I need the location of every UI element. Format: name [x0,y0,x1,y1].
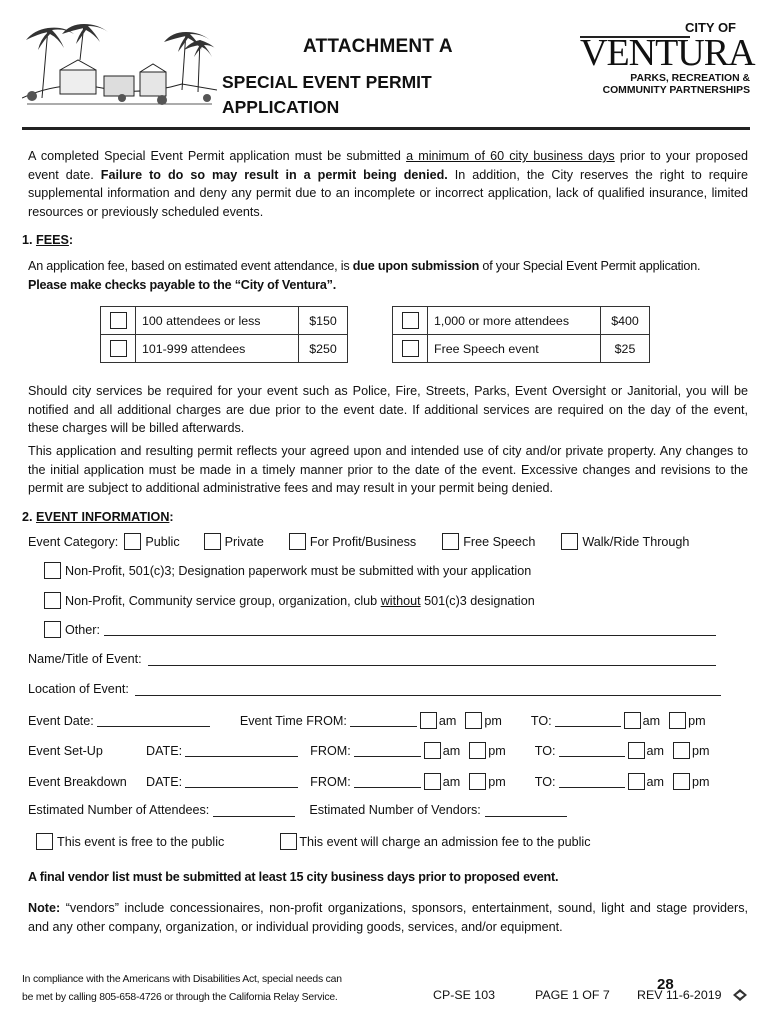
vendor-list-notice: A final vendor list must be submitted at least 15 city business days prior to proposed event. [28,870,559,884]
intro-text-a: A completed Special Event Permit application must be submitted [28,149,407,163]
vendors-note [28,899,748,936]
am-label: am [442,774,461,789]
nonprofit-community-text-a: Non-Profit, Community service group, organization, club [65,593,381,608]
setup-label: Event Set-Up [28,743,103,758]
other-label: Other: [65,622,100,637]
breakdown-from-input[interactable] [354,775,421,788]
fees-paragraph [28,257,748,295]
header-divider [22,127,750,130]
vendors-input[interactable] [485,804,567,817]
admission-fee-label: This event will charge an admission fee to the public [299,834,591,849]
fee-checkbox-cell [101,335,136,363]
nonprofit-community-label [65,594,535,608]
nonprofit-501-label: Non-Profit, 501(c)3; Designation paperwork must be submitted with your application [65,563,532,578]
ada-notice [22,971,362,1007]
fees-text-b: of your Special Event Permit application. [479,259,701,273]
intro-deadline: a minimum of 60 city business days [406,149,615,163]
intro-text-b: prior to your proposed event date. [28,149,748,182]
event-to-am-checkbox[interactable] [624,712,641,729]
fee-row [101,335,348,363]
fee-label: 100 attendees or less [136,307,299,335]
intro-text-c: In addition, the City reserves the right to require supplemental information and deny any permit due to an incomplete or incorrect application, lack of qualified insurance, limited resources or previously scheduled events. [28,167,748,219]
city-logo [580,20,755,100]
event-info-heading [22,510,174,524]
title-line-2: SPECIAL EVENT PERMIT [222,72,432,92]
other-row [44,621,716,638]
fee-checkbox[interactable] [402,340,419,357]
ada-line-1: In compliance with the Americans with Disabilities Act, special needs can [22,974,342,985]
page-title [222,70,522,120]
event-date-label: Event Date: [28,713,94,728]
note-label: Note: [28,901,61,915]
event-time-from-label: Event Time FROM: [239,713,347,728]
breakdown-to-input[interactable] [559,775,625,788]
category-walk-ride-label: Walk/Ride Through [582,534,690,549]
fee-amount: $400 [601,307,650,335]
pm-label: pm [692,774,710,789]
fees-checks-note: Please make checks payable to the “City of Ventura”. [28,278,337,292]
setup-from-am-checkbox[interactable] [424,742,441,759]
pm-label: pm [488,743,506,758]
category-free-speech-checkbox[interactable] [442,533,459,550]
breakdown-to-pm-checkbox[interactable] [673,773,690,790]
fees-text-a: An application fee, based on estimated event attendance, is [28,259,353,273]
event-category-row [28,533,689,550]
fee-table-left [100,306,348,363]
nonprofit-community-without: without [380,593,421,608]
category-profit-label: For Profit/Business [309,534,417,549]
am-label: am [642,713,661,728]
pm-label: pm [488,774,506,789]
fee-checkbox[interactable] [110,312,127,329]
setup-date-input[interactable] [185,744,298,757]
event-from-am-checkbox[interactable] [420,712,437,729]
fee-table-right [392,306,650,363]
fee-label: 101-999 attendees [136,335,299,363]
logo-dept-line-1: PARKS, RECREATION & [630,73,750,84]
page-number: PAGE 1 OF 7 [535,988,610,1002]
event-to-label: TO: [530,713,552,728]
setup-from-pm-checkbox[interactable] [469,742,486,759]
category-public-label: Public [145,534,180,549]
event-location-label: Location of Event: [28,682,129,696]
fee-checkbox[interactable] [402,312,419,329]
setup-date-label: DATE: [146,743,183,758]
category-free-speech-label: Free Speech [463,534,536,549]
setup-to-label: TO: [534,743,556,758]
am-label: am [442,743,461,758]
ada-line-2: be met by calling 805-658-4726 or through the California Relay Service. [22,992,338,1003]
fee-label: 1,000 or more attendees [428,307,601,335]
breakdown-date-label: DATE: [146,774,183,789]
event-from-pm-checkbox[interactable] [465,712,482,729]
am-label: am [646,774,664,789]
breakdown-to-label: TO: [534,774,556,789]
event-name-row [28,652,716,666]
event-date-input[interactable] [97,714,210,727]
event-name-input[interactable] [148,653,716,666]
event-location-input[interactable] [135,683,721,696]
setup-from-input[interactable] [354,744,421,757]
nonprofit-501-row [44,562,531,579]
fee-row [393,335,650,363]
other-input[interactable] [104,623,716,636]
services-paragraph: Should city services be required for your event such as Police, Fire, Streets, Parks, Event Oversight or Janitorial, you will be notified and all additional charges are due prior to the event date. If additional services are required on the day of the event, these charges will be billed afterwards. [28,384,748,435]
event-to-pm-checkbox[interactable] [669,712,686,729]
fees-heading-num: 1. [22,233,37,247]
breakdown-label: Event Breakdown [28,774,127,789]
pm-label: pm [688,713,706,728]
recycle-icon [731,988,749,1002]
breakdown-date-input[interactable] [185,775,298,788]
fee-checkbox-cell [393,307,428,335]
intro-paragraph [28,147,748,221]
setup-from-label: FROM: [310,743,351,758]
page-stamp: 28 [657,976,674,993]
event-location-row [28,682,721,696]
breakdown-to-am-checkbox[interactable] [628,773,645,790]
fee-checkbox-cell [393,335,428,363]
city-sketch-illustration [22,18,217,110]
event-info-heading-colon: : [169,510,174,524]
logo-dept-line-2: COMMUNITY PARTNERSHIPS [602,85,750,96]
logo-city-name: VENTURA [580,32,755,74]
attendees-input[interactable] [213,804,295,817]
fee-row [393,307,650,335]
breakdown-from-pm-checkbox[interactable] [469,773,486,790]
event-category-label: Event Category: [28,534,119,549]
changes-paragraph: This application and resulting permit reflects your agreed upon and intended use of city and/or private property. Any changes to the initial application must be made in a timely manner prior to the date of the event. Excessive changes and revisions to the permit are subject to additional administrative fees and may result in your permit being denied. [28,444,748,495]
fee-amount: $250 [299,335,348,363]
intro-warning: Failure to do so may result in a permit being denied. [100,167,448,182]
title-line-3: APPLICATION [222,97,340,117]
fees-due: due upon submission [352,259,480,273]
logo-city-of: CITY OF [684,20,736,35]
other-checkbox[interactable] [44,621,61,638]
event-info-heading-text: EVENT INFORMATION [36,510,170,524]
admission-row [36,833,591,850]
free-public-label: This event is free to the public [57,834,225,849]
category-private-label: Private [224,534,264,549]
event-date-row [28,712,706,729]
form-code: CP-SE 103 [433,988,495,1002]
event-to-input[interactable] [555,714,621,727]
fees-heading [22,233,73,247]
fee-checkbox[interactable] [110,340,127,357]
event-name-label: Name/Title of Event: [28,652,142,666]
estimates-row [28,803,567,817]
setup-to-input[interactable] [559,744,625,757]
note-text: “vendors” include concessionaires, non-profit organizations, sponsors, entertainment, sound, light and stage providers, and any other company, organization, or individual providing goods, services, and/or equipment. [28,901,748,934]
free-public-checkbox[interactable] [36,833,53,850]
category-profit-checkbox[interactable] [289,533,306,550]
fee-label: Free Speech event [428,335,601,363]
fee-amount: $150 [299,307,348,335]
breakdown-row [28,773,710,790]
nonprofit-community-text-b: 501(c)3 designation [420,593,535,608]
pm-label: pm [692,743,710,758]
category-public-checkbox[interactable] [124,533,141,550]
attendees-label: Estimated Number of Attendees: [28,803,210,817]
fee-checkbox-cell [101,307,136,335]
category-private-checkbox[interactable] [204,533,221,550]
breakdown-from-label: FROM: [310,774,351,789]
admission-fee-checkbox[interactable] [280,833,297,850]
nonprofit-community-row [44,592,535,609]
nonprofit-community-checkbox[interactable] [44,592,61,609]
nonprofit-501-checkbox[interactable] [44,562,61,579]
event-info-heading-num: 2. [22,510,37,524]
revision-date: REV 11-6-2019 [637,988,722,1002]
fee-amount: $25 [601,335,650,363]
event-time-from-input[interactable] [350,714,417,727]
vendors-label: Estimated Number of Vendors: [309,803,481,817]
setup-row [28,742,710,759]
fee-row [101,307,348,335]
am-label: am [438,713,457,728]
title-attachment: ATTACHMENT A [303,36,453,57]
breakdown-from-am-checkbox[interactable] [424,773,441,790]
fees-heading-colon: : [68,233,74,247]
pm-label: pm [484,713,502,728]
category-walk-ride-checkbox[interactable] [561,533,578,550]
setup-to-pm-checkbox[interactable] [673,742,690,759]
fees-heading-text: FEES [36,233,69,247]
am-label: am [646,743,664,758]
setup-to-am-checkbox[interactable] [628,742,645,759]
